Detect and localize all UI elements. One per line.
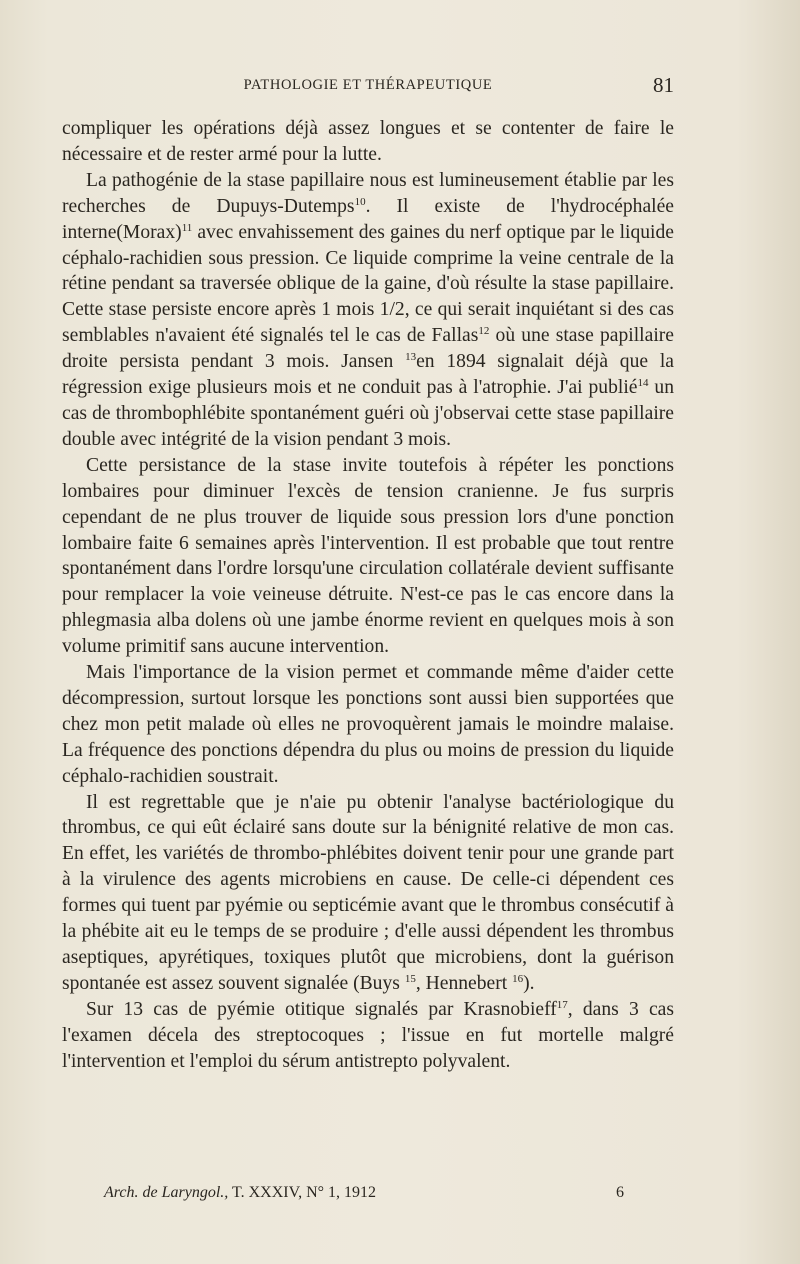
page-footer <box>104 1184 624 1202</box>
text-run: , Hennebert <box>415 972 513 994</box>
text-run: Il est regrettable que je n'aie pu obtenir l'analyse bactériologique du thrombus, ce qui eût éclairé sans doute sur la bénignité relative de mon cas. En effet, les variétés de thrombo-phlébites doivent tenir pour une grande part à la virulence des agents microbiens en cause. De celle-ci dépendent ces formes qui tuent par pyémie ou septicémie avant que le thrombus consécutif à la phébite ait eu le temps de se produire ; d'elle aussi dépendent les thrombus aseptiques, apyrétiques, toxiques plutôt que microbiens, dont la guérison spontanée est assez souvent signalée (Buys <box>62 791 674 994</box>
footnote-ref: 14 <box>637 377 649 390</box>
running-head: PATHOLOGIE ET THÉRAPEUTIQUE <box>243 77 493 93</box>
page-number: 81 <box>653 73 674 97</box>
text-run: un cas de thrombophlébite spontanément guéri où j'observai cette stase papillaire double avec intégrité de la vision pendant 3 mois. <box>62 377 674 450</box>
paragraph <box>62 168 674 453</box>
footnote-ref: 17 <box>556 998 568 1011</box>
text-run: Cette persistance de la stase invite toutefois à répéter les ponctions lombaires pour diminuer l'excès de tension cranienne. Je fus surpris cependant de ne plus trouver de liquide sous pression lors d'une ponction lombaire faite 6 semaines après l'intervention. Il est probable que tout rentre spontanément dans l'ordre lorsqu'une circulation collatérale devient suffisante pour remplacer la voie veineuse détruite. N'est-ce pas le cas encore dans la phlegmasia alba dolens où une jambe énorme revient en quelques mois à son volume primitif sans aucune intervention. <box>62 454 674 658</box>
text-run: compliquer les opérations déjà assez longues et se contenter de faire le nécessaire et de rester armé pour la lutte. <box>62 118 674 165</box>
text-run: en 1894 signalait déjà que la régression exige plusieurs mois et ne conduit pas à l'atrophie. J'ai publié <box>62 351 674 399</box>
footnote-ref: 13 <box>405 351 417 364</box>
body-text <box>62 116 674 1075</box>
text-run: ). <box>523 972 535 994</box>
paragraph <box>62 116 674 168</box>
text-run: . Il existe de l'hydrocéphalée interne(Morax) <box>62 195 674 243</box>
footnote-ref: 15 <box>404 972 416 985</box>
text-run: avec envahissement des gaines du nerf optique par le liquide céphalo-rachidien sous pression. Ce liquide comprime la veine centrale de la rétine pendant sa traversée oblique de la gaine, d'où résulte la stase papillaire. Cette stase persiste encore après 1 mois 1/2, ce qui serait inquiétant si des cas semblables n'avaient été signalés tel le cas de Fallas <box>62 221 674 347</box>
journal-title: Arch. de Laryngol., <box>104 1184 229 1201</box>
paragraph <box>62 660 674 790</box>
footnote-ref: 10 <box>354 195 366 208</box>
text-run: , dans 3 cas l'examen décela des streptocoques ; l'issue en fut mortelle malgré l'intervention et l'emploi du sérum antistrepto polyvalent. <box>62 998 674 1072</box>
paragraph <box>62 790 674 997</box>
text-run: où une stase papillaire droite persista pendant 3 mois. Jansen <box>62 325 674 373</box>
text-run: Sur 13 cas de pyémie otitique signalés par Krasnobieff <box>86 998 557 1020</box>
signature-mark: 6 <box>616 1184 624 1201</box>
footnote-ref: 11 <box>181 221 193 234</box>
footnote-ref: 16 <box>512 972 524 985</box>
journal-volume: T. XXXIV, N° 1, 1912 <box>232 1184 377 1201</box>
text-run: Mais l'importance de la vision permet et commande même d'aider cette décompression, surtout lorsque les ponctions sont aussi bien supportées que chez mon petit malade où elles ne provoquèrent jamais le moindre malaise. La fréquence des ponctions dépendra du plus ou moins de pression du liquide céphalo-rachidien soustrait. <box>62 662 674 787</box>
paragraph <box>62 997 674 1075</box>
text-run: La pathogénie de la stase papillaire nous est lumineusement établie par les recherches de Dupuys-Dutemps <box>62 169 674 217</box>
footnote-ref: 12 <box>478 325 490 338</box>
page-header <box>62 73 674 99</box>
paragraph <box>62 453 674 660</box>
